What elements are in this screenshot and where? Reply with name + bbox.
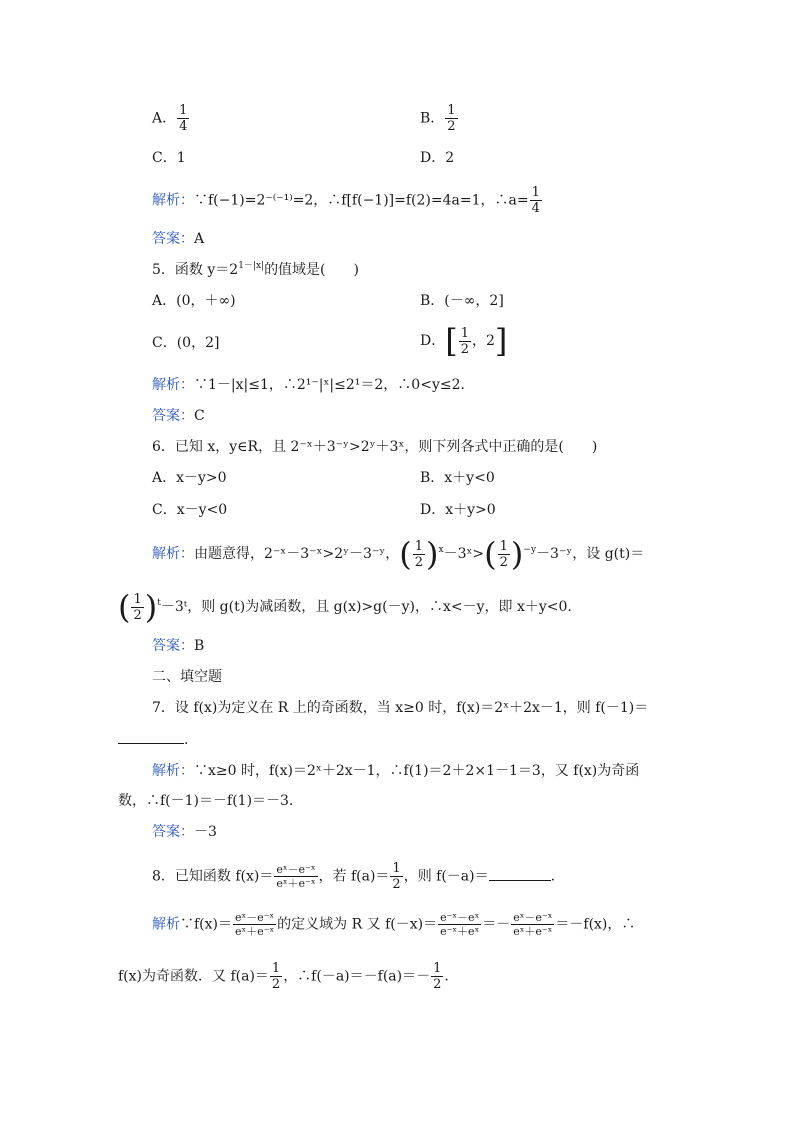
numerator: 1 — [433, 961, 442, 976]
denominator: eˣ＋e⁻ˣ — [235, 925, 275, 938]
q6-option-d: D．x＋y>0 — [420, 502, 496, 518]
right-paren: ) — [144, 588, 158, 626]
analysis-label: 解析： — [152, 192, 194, 209]
section-heading: 二、填空题 — [152, 669, 222, 685]
numerator: 1 — [460, 325, 469, 341]
q7-blank-line — [118, 730, 188, 750]
denominator: 2 — [392, 877, 401, 892]
answer-label: 答案： — [152, 824, 194, 840]
q5-stem — [152, 260, 359, 280]
q8-analysis-line2-end: . — [444, 968, 449, 985]
q4-analysis — [152, 186, 543, 215]
q8-analysis-part1: ∵f(x)＝ — [180, 916, 233, 933]
exponent-x: x — [438, 545, 444, 555]
q4-option-b — [420, 104, 459, 133]
q4-option-a — [152, 104, 190, 133]
q5-option-b: B．(－∞，2] — [420, 293, 504, 309]
numerator: 1 — [499, 538, 508, 554]
numerator: 1 — [271, 961, 281, 976]
q7-analysis-line1 — [152, 761, 639, 781]
q4-option-b-label: B． — [420, 110, 445, 127]
denominator: 4 — [531, 201, 540, 216]
numerator: eˣ－e⁻ˣ — [235, 911, 275, 924]
q6-fraction-3 — [131, 593, 143, 622]
q5-option-d-fraction — [459, 327, 471, 356]
q8-function-fraction — [274, 864, 317, 889]
q4-analysis-fraction — [530, 186, 542, 215]
left-paren: ( — [484, 535, 497, 573]
q5-option-a: A．(0，＋∞) — [152, 293, 236, 309]
q4-option-a-fraction — [177, 104, 189, 133]
right-paren: ) — [510, 535, 524, 573]
q5-analysis-text: ∵1－|x|≤1，∴2¹⁻|ˣ|≤2¹＝2，∴0<y≤2. — [194, 377, 465, 393]
denominator: eˣ＋e⁻ˣ — [513, 925, 553, 938]
answer-label: 答案： — [152, 638, 194, 654]
q4-option-a-label: A． — [152, 110, 177, 127]
q8-analysis-part4: ＝－f(x)，∴ — [555, 916, 636, 933]
q8-stem-end: . — [550, 868, 556, 885]
q6-answer-value: B — [194, 638, 205, 654]
right-bracket: ] — [494, 322, 508, 360]
analysis-label: 解析 — [152, 916, 180, 933]
q8-analysis-fraction-3 — [511, 912, 554, 937]
denominator: e⁻ˣ＋eˣ — [440, 925, 480, 938]
left-bracket: [ — [445, 322, 458, 360]
q5-option-c: C．(0，2] — [152, 335, 220, 351]
denominator: 2 — [460, 341, 469, 357]
q6-option-c: C．x－y<0 — [152, 502, 228, 518]
numerator: eˣ－e⁻ˣ — [513, 911, 553, 924]
numerator: 1 — [447, 103, 456, 118]
q4-answer-value: A — [194, 231, 205, 247]
denominator: 2 — [499, 554, 508, 570]
q6-analysis-part3: －3⁻ʸ，设 g(t)＝ — [536, 546, 645, 562]
q7-stem: 7．设 f(x)为定义在 R 上的奇函数，当 x≥0 时，f(x)＝2ˣ＋2x－1，则 f(－1)＝ — [152, 700, 649, 716]
q6-analysis-part4: －3ᵗ，则 g(t)为减函数，且 g(x)>g(－y)，∴x<－y，即 x＋y<0. — [160, 599, 572, 615]
q5-stem-tail: 的值域是( ) — [264, 262, 359, 278]
q8-analysis-part2: 的定义域为 R 又 f(－x)＝ — [277, 916, 438, 933]
q8-stem-part3: ，则 f(－a)＝ — [403, 868, 489, 885]
right-paren: ) — [426, 535, 439, 573]
analysis-label: 解析： — [152, 377, 194, 393]
denominator: 2 — [447, 119, 456, 134]
q8-analysis-line2-part2: ，∴f(－a)＝－f(a)＝－ — [283, 968, 431, 985]
q8-analysis-half-1 — [270, 962, 282, 991]
q8-analysis-line1 — [152, 912, 635, 937]
q8-stem-part2: ，若 f(a)＝ — [318, 868, 390, 885]
answer-blank[interactable] — [489, 868, 551, 881]
denominator: 2 — [414, 554, 424, 570]
q5-option-d — [420, 322, 508, 360]
q5-answer — [152, 406, 205, 426]
q8-analysis-half-2 — [431, 962, 443, 991]
q6-analysis-part2: －3ˣ> — [443, 546, 485, 562]
numerator: 1 — [133, 591, 142, 607]
q4-option-d: D．2 — [420, 150, 455, 166]
denominator: eˣ＋e⁻ˣ — [276, 877, 316, 890]
q8-analysis-fraction-1 — [233, 912, 276, 937]
numerator: eˣ－e⁻ˣ — [276, 863, 316, 876]
q4-answer — [152, 229, 204, 249]
numerator: 1 — [414, 538, 424, 554]
q6-analysis-line2 — [118, 588, 572, 626]
q8-half-fraction — [390, 862, 402, 891]
q8-analysis-fraction-2 — [438, 912, 481, 937]
q5-analysis — [152, 375, 465, 395]
denominator: 4 — [179, 119, 188, 134]
q8-stem — [152, 862, 555, 891]
q4-option-b-fraction — [445, 104, 457, 133]
q7-analysis-text1: ∵x≥0 时，f(x)＝2ˣ＋2x－1，∴f(1)＝2＋2×1－1＝3，又 f(x)为奇函 — [194, 763, 640, 779]
q5-stem-exponent: 1－|x| — [238, 261, 265, 271]
q5-option-d-tail: ，2 — [472, 333, 495, 349]
numerator: 1 — [531, 185, 540, 200]
answer-blank[interactable] — [118, 731, 184, 744]
q7-analysis-line2: 数，∴f(－1)＝－f(1)＝－3. — [118, 793, 294, 809]
q4-analysis-text: ∵f(−1)=2⁻⁽⁻¹⁾=2，∴f[f(−1)]=f(2)=4a=1，∴a= — [194, 192, 529, 209]
q6-analysis-part1: 由题意得，2⁻ˣ－3⁻ˣ>2ʸ－3⁻ʸ， — [194, 546, 400, 562]
q6-option-b: B．x＋y<0 — [420, 470, 495, 486]
q5-stem-text: 5．函数 y＝2 — [152, 262, 239, 278]
q7-answer-value: －3 — [194, 824, 217, 840]
q6-analysis-line1 — [152, 535, 645, 573]
denominator: 2 — [271, 977, 281, 992]
left-paren: ( — [118, 588, 131, 626]
q8-analysis-line2-part1: f(x)为奇函数．又 f(a)＝ — [118, 968, 269, 985]
answer-label: 答案： — [152, 408, 194, 424]
denominator: 2 — [133, 607, 142, 623]
analysis-label: 解析： — [152, 763, 194, 779]
q6-fraction-2 — [498, 540, 510, 569]
q8-stem-part1: 8．已知函数 f(x)＝ — [152, 868, 274, 885]
q8-analysis-line2 — [118, 962, 449, 991]
numerator: 1 — [392, 861, 401, 876]
q4-option-c: C．1 — [152, 150, 186, 166]
q6-stem: 6．已知 x，y∈R，且 2⁻ˣ＋3⁻ʸ>2ʸ＋3ˣ，则下列各式中正确的是( ) — [152, 439, 598, 455]
exponent-neg-y: −y — [523, 545, 537, 555]
q7-stem-end: . — [184, 732, 189, 748]
numerator: 1 — [179, 103, 188, 118]
q6-answer — [152, 636, 204, 656]
q6-option-a: A．x－y>0 — [152, 470, 227, 486]
q5-answer-value: C — [194, 408, 205, 424]
q7-answer — [152, 822, 217, 842]
analysis-label: 解析： — [152, 546, 194, 562]
q5-option-d-label: D． — [420, 333, 446, 349]
denominator: 2 — [433, 977, 442, 992]
left-paren: ( — [399, 535, 412, 573]
exponent-t: t — [157, 598, 161, 608]
numerator: e⁻ˣ－eˣ — [440, 911, 480, 924]
q8-analysis-part3: ＝－ — [482, 916, 511, 933]
answer-label: 答案： — [152, 231, 194, 247]
q6-fraction-1 — [413, 540, 425, 569]
